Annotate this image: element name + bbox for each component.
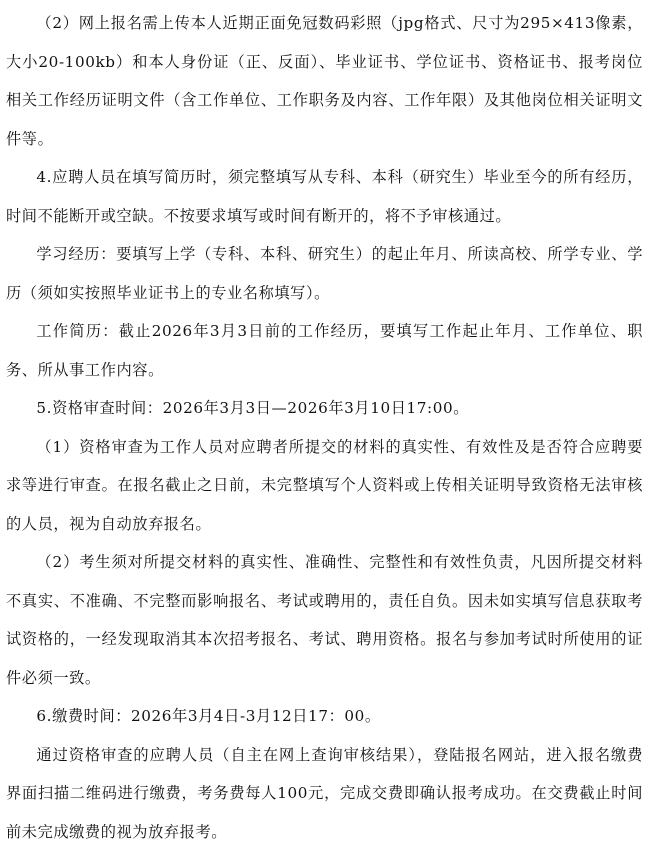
- paragraph-payment-time: 6.缴费时间：2026年3月4日-3月12日17：00。: [6, 697, 643, 736]
- paragraph-review-time: 5.资格审查时间：2026年3月3日—2026年3月10日17:00。: [6, 389, 643, 428]
- paragraph-review-scope: （1）资格审查为工作人员对应聘者所提交的材料的真实性、有效性及是否符合应聘要求等进行审查。在报名截止之日前，未完整填写个人资料或上传相关证明导致资格无法审核的人员，视为自动放弃报名。: [6, 428, 643, 544]
- paragraph-upload-requirements: （2）网上报名需上传本人近期正面免冠数码彩照（jpg格式、尺寸为295×413像素，大小20-100kb）和本人身份证（正、反面）、毕业证书、学位证书、资格证书、报考岗位相关工作经历证明文件（含工作单位、工作职务及内容、工作年限）及其他岗位相关证明文件等。: [6, 4, 643, 158]
- paragraph-payment-process: 通过资格审查的应聘人员（自主在网上查询审核结果），登陆报名网站，进入报名缴费界面扫描二维码进行缴费，考务费每人100元，完成交费即确认报考成功。在交费截止时间前未完成缴费的视为放弃报考。: [6, 736, 643, 851]
- paragraph-resume-requirements: 4.应聘人员在填写简历时，须完整填写从专科、本科（研究生）毕业至今的所有经历，时间不能断开或空缺。不按要求填写或时间有断开的，将不予审核通过。: [6, 158, 643, 235]
- paragraph-study-history: 学习经历：要填写上学（专科、本科、研究生）的起止年月、所读高校、所学专业、学历（须如实按照毕业证书上的专业名称填写）。: [6, 235, 643, 312]
- paragraph-work-history: 工作简历：截止2026年3月3日前的工作经历，要填写工作起止年月、工作单位、职务、所从事工作内容。: [6, 312, 643, 389]
- paragraph-candidate-responsibility: （2）考生须对所提交材料的真实性、准确性、完整性和有效性负责，凡因所提交材料不真实、不准确、不完整而影响报名、考试或聘用的，责任自负。因未如实填写信息获取考试资格的，一经发现取消其本次招考报名、考试、聘用资格。报名与参加考试时所使用的证件必须一致。: [6, 543, 643, 697]
